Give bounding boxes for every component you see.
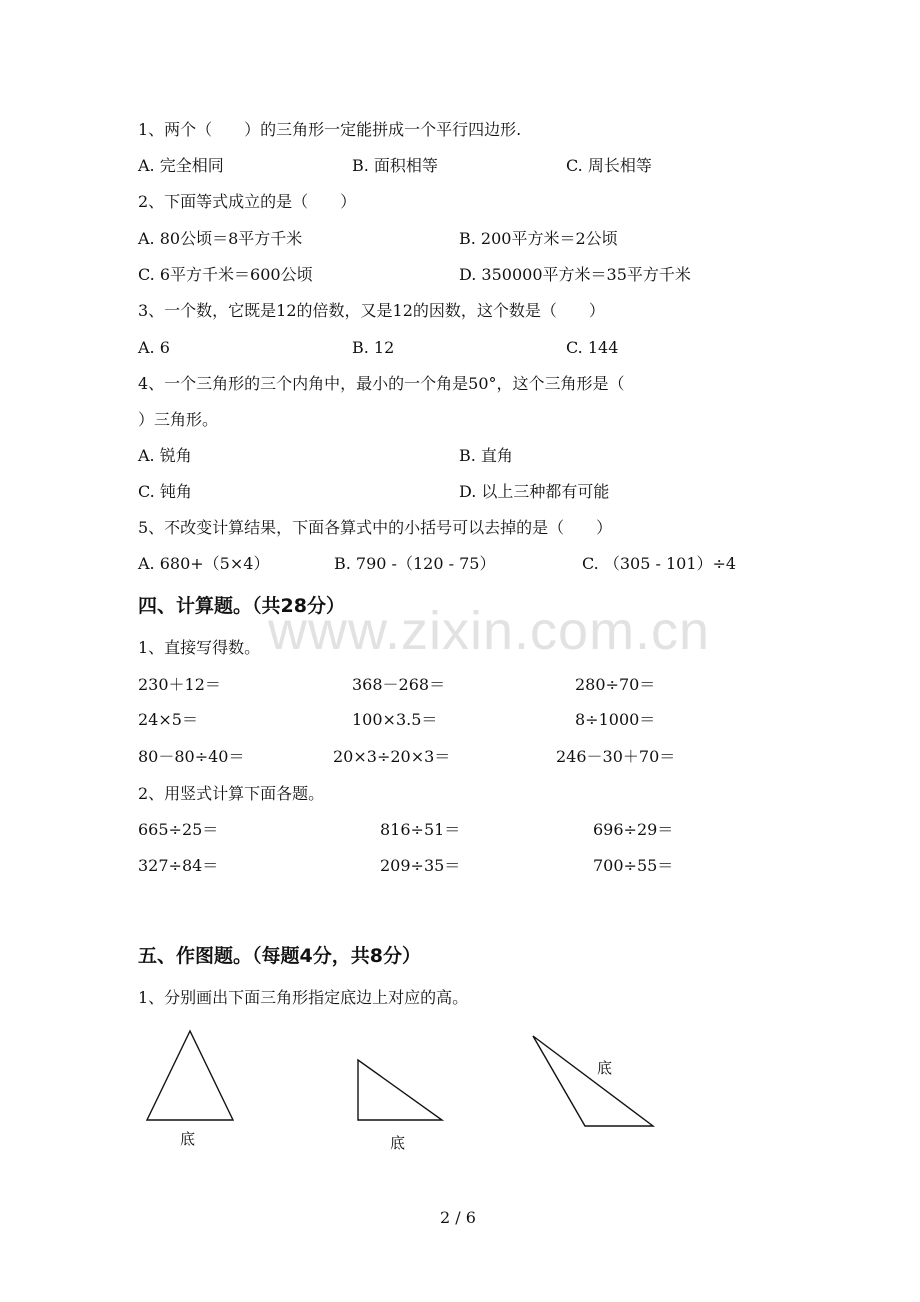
direct-calc-1-3: 280÷70＝: [575, 675, 656, 694]
obtuse-triangle: [533, 1036, 653, 1126]
question-1-option-b: B. 面积相等: [352, 156, 438, 175]
direct-calc-1-1: 230＋12＝: [138, 675, 221, 694]
section-4-sub2: 2、用竖式计算下面各题。: [138, 784, 325, 803]
question-2-option-c: C. 6平方千米＝600公顷: [138, 265, 313, 284]
question-4-option-a: A. 锐角: [138, 446, 192, 465]
question-4-option-b: B. 直角: [459, 446, 513, 465]
right-triangle: [358, 1060, 442, 1120]
question-2-option-b: B. 200平方米＝2公顷: [459, 229, 618, 248]
question-2-text: 2、下面等式成立的是（ ）: [138, 192, 357, 211]
direct-calc-3-3: 246－30＋70＝: [556, 747, 676, 766]
triangle-1-base-label: 底: [180, 1130, 196, 1148]
page-number: 2 / 6: [440, 1208, 476, 1227]
question-5-option-a: A. 680+（5×4）: [138, 554, 270, 573]
question-4-text-line2: ）三角形。: [138, 410, 219, 429]
question-4-option-d: D. 以上三种都有可能: [459, 482, 610, 501]
question-3-text: 3、一个数，它既是12的倍数，又是12的因数，这个数是（ ）: [138, 301, 605, 320]
watermark: www.zixin.com.cn: [268, 601, 711, 661]
direct-calc-3-1: 80－80÷40＝: [138, 747, 245, 766]
question-3-option-a: A. 6: [138, 338, 170, 357]
direct-calc-2-3: 8÷1000＝: [575, 710, 656, 729]
question-5-text: 5、不改变计算结果，下面各算式中的小括号可以去掉的是（ ）: [138, 518, 613, 537]
section-4-sub1: 1、直接写得数。: [138, 638, 261, 657]
question-1-text: 1、两个（ ）的三角形一定能拼成一个平行四边形.: [138, 120, 522, 139]
direct-calc-1-2: 368－268＝: [352, 675, 446, 694]
question-2-option-a: A. 80公顷＝8平方千米: [138, 229, 303, 248]
question-4-text-line1: 4、一个三角形的三个内角中，最小的一个角是50°，这个三角形是（: [138, 374, 625, 393]
triangle-3-base-label: 底: [597, 1059, 613, 1077]
question-1-option-a: A. 完全相同: [138, 156, 224, 175]
vertical-calc-1-1: 665÷25＝: [138, 820, 219, 839]
question-1-option-c: C. 周长相等: [566, 156, 652, 175]
direct-calc-2-1: 24×5＝: [138, 710, 198, 729]
question-3-option-c: C. 144: [566, 338, 619, 357]
vertical-calc-2-1: 327÷84＝: [138, 856, 219, 875]
question-4-option-c: C. 钝角: [138, 482, 192, 501]
vertical-calc-2-2: 209÷35＝: [380, 856, 461, 875]
vertical-calc-1-2: 816÷51＝: [380, 820, 461, 839]
direct-calc-3-2: 20×3÷20×3＝: [333, 747, 451, 766]
vertical-calc-1-3: 696÷29＝: [593, 820, 674, 839]
acute-triangle: [147, 1031, 233, 1120]
question-5-option-b: B. 790 -（120 - 75）: [334, 554, 496, 573]
question-2-option-d: D. 350000平方米＝35平方千米: [459, 265, 691, 284]
section-5-heading: 五、作图题。（每题4分，共8分）: [138, 945, 421, 967]
section-4-heading: 四、计算题。（共28分）: [138, 595, 345, 617]
question-5-option-c: C. （305 - 101）÷4: [582, 554, 737, 573]
triangle-2-base-label: 底: [390, 1134, 406, 1152]
vertical-calc-2-3: 700÷55＝: [593, 856, 674, 875]
question-3-option-b: B. 12: [352, 338, 395, 357]
section-5-sub1: 1、分别画出下面三角形指定底边上对应的高。: [138, 988, 469, 1007]
direct-calc-2-2: 100×3.5＝: [352, 710, 438, 729]
